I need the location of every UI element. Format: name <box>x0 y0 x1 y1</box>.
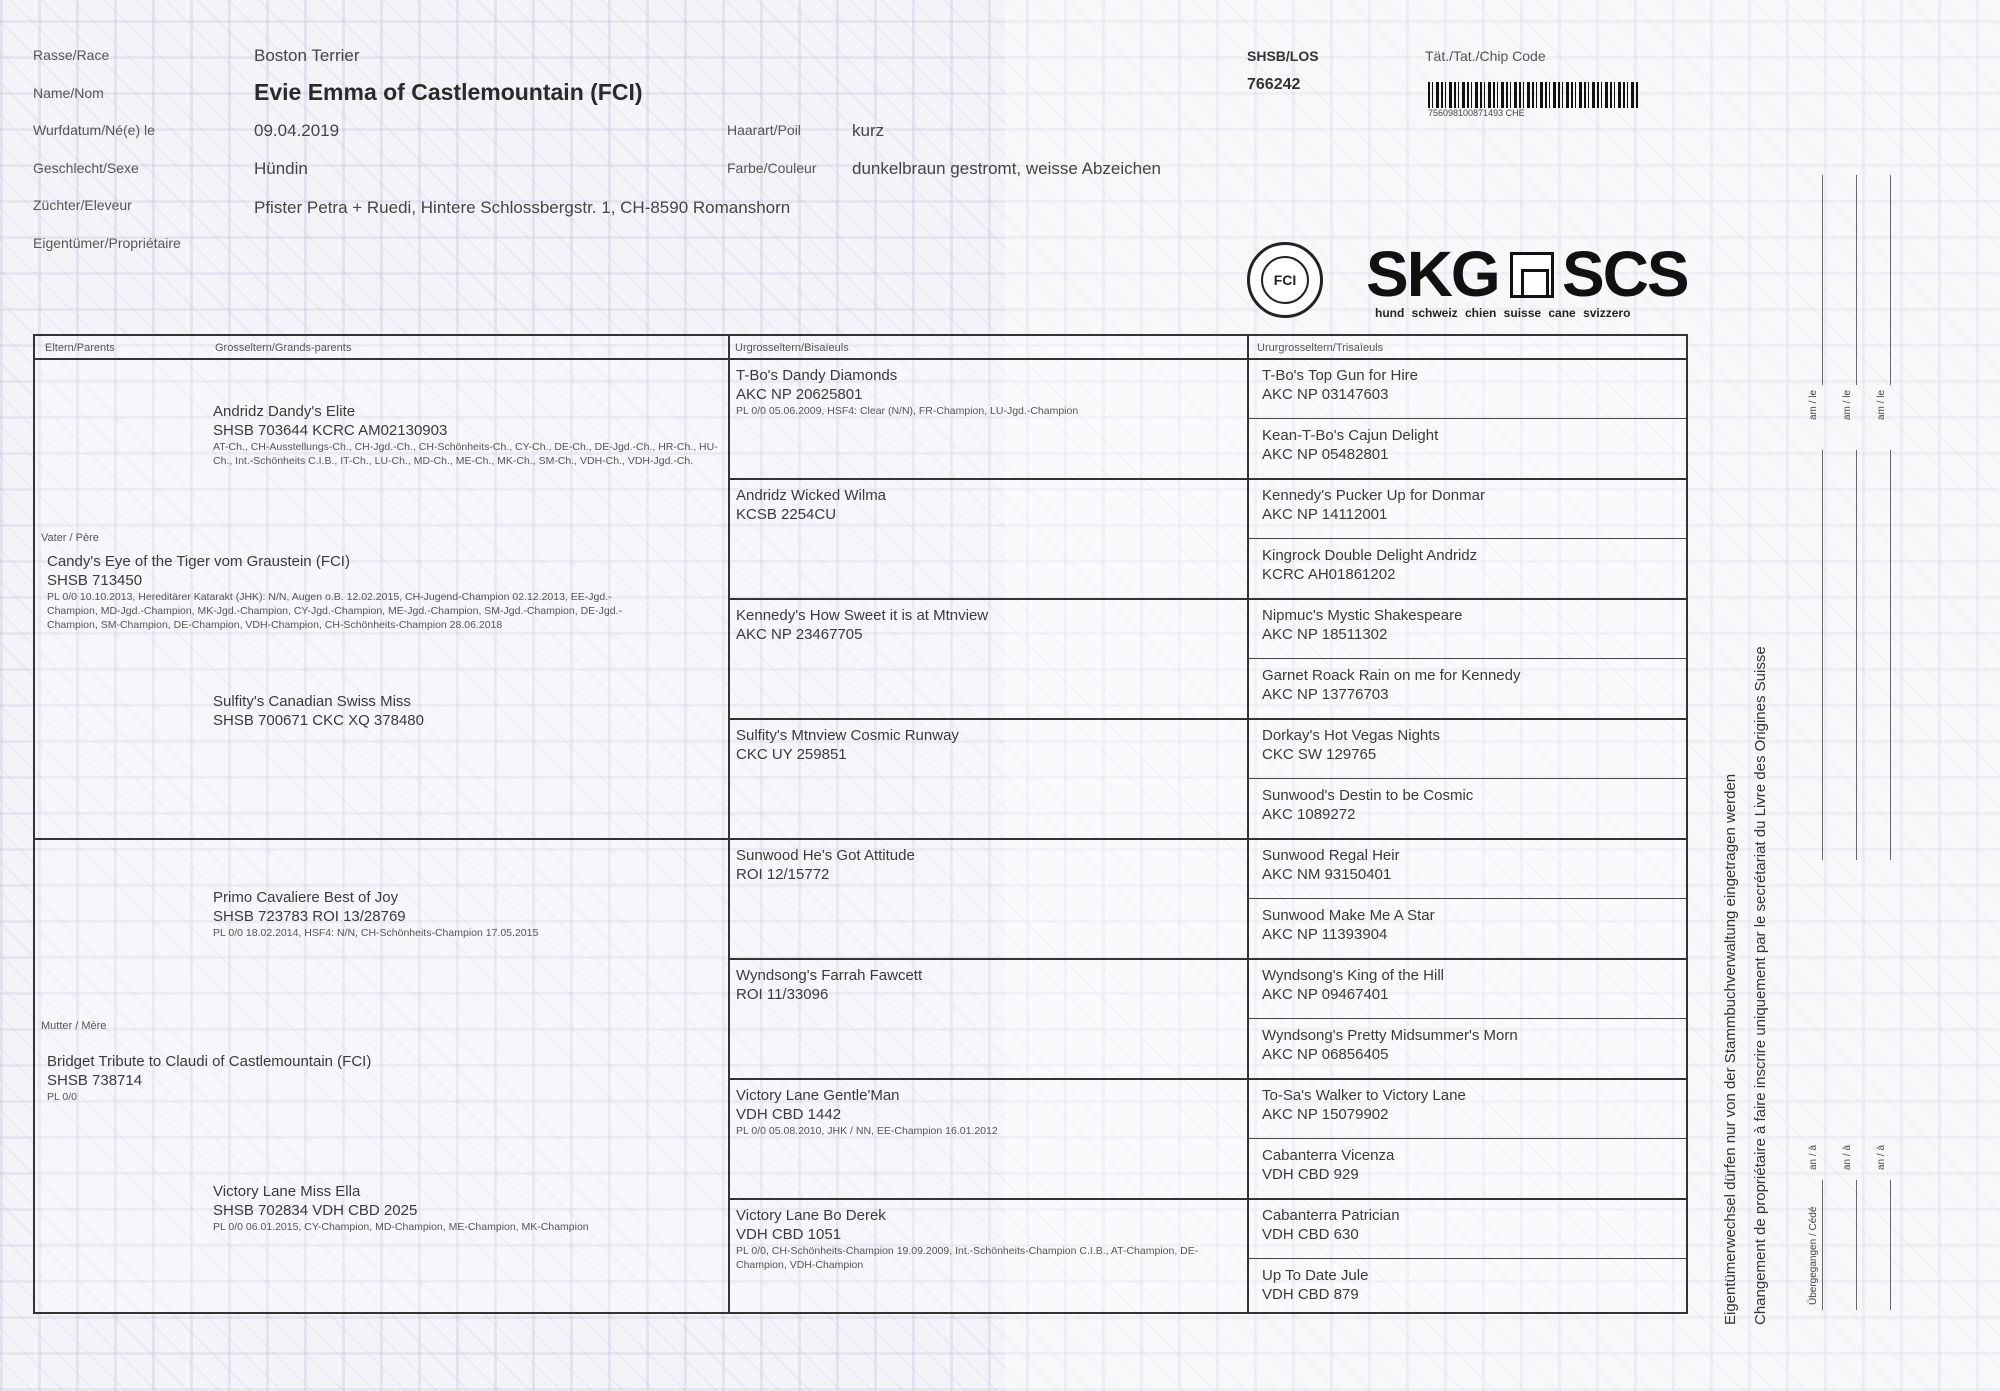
dog-registration: VDH CBD 929 <box>1262 1166 1359 1183</box>
dog-name: Garnet Roack Rain on me for Kennedy <box>1262 667 1521 684</box>
great-great-grandparent-11 <box>1262 966 1682 1004</box>
dog-registration: ROI 11/33096 <box>736 986 829 1003</box>
dog-name: Andridz Dandy's Elite <box>213 403 356 420</box>
birthdate-value: 09.04.2019 <box>254 121 340 140</box>
owner-line-9 <box>1890 1180 1891 1310</box>
dog-registration: AKC NP 20625801 <box>736 386 863 403</box>
fci-logo <box>1247 242 1323 318</box>
skg-house-icon <box>1510 252 1554 298</box>
dog-registration: AKC NP 18511302 <box>1262 626 1388 643</box>
grandparent-maternal-sire <box>213 888 723 940</box>
owner-line-2 <box>1856 175 1857 385</box>
birthdate-label: Wurfdatum/Né(e) le <box>33 122 155 138</box>
dog-name: Up To Date Jule <box>1262 1267 1369 1284</box>
dog-registration: SHSB 713450 <box>47 572 143 589</box>
hair-value: kurz <box>852 121 885 140</box>
owner-line-3 <box>1890 175 1891 385</box>
great-great-grandparent-5 <box>1262 606 1682 644</box>
dog-name: Kingrock Double Delight Andridz <box>1262 547 1478 564</box>
sex-value: Hündin <box>254 159 308 178</box>
owner-line-6 <box>1890 450 1891 860</box>
dog-name: Victory Lane Gentle'Man <box>736 1087 900 1104</box>
dog-name: Kennedy's How Sweet it is at Mtnview <box>736 607 989 624</box>
owner-line-1 <box>1822 175 1823 385</box>
great-great-grandparent-7 <box>1262 726 1682 764</box>
great-great-grandparent-8 <box>1262 786 1682 824</box>
gggp-divider-8 <box>1247 1258 1686 1259</box>
dog-name: Wyndsong's Farrah Fawcett <box>736 967 923 984</box>
dam-role-label: Mutter / Mère <box>41 1020 107 1032</box>
chip-number: 756098100871493 CHE <box>1428 108 1525 118</box>
dog-name: Sunwood Regal Heir <box>1262 847 1400 864</box>
column-divider-1 <box>728 336 730 1312</box>
chip-label: Tät./Tat./Chip Code <box>1425 48 1546 64</box>
great-great-grandparent-1 <box>1262 366 1682 404</box>
dog-registration: SHSB 738714 <box>47 1072 143 1089</box>
dog-registration: AKC 1089272 <box>1262 806 1356 823</box>
owner-change-note-fr: Changement de propriétaire à faire inscrire uniquement par le secrétariat du Livre des Origines Suisse <box>1752 646 1769 1325</box>
skg-subtitle: hund schweiz chien suisse cane svizzero <box>1375 306 1631 320</box>
ggp-divider-6 <box>728 1198 1686 1200</box>
chip-barcode <box>1428 82 1638 108</box>
dog-name: Andridz Wicked Wilma <box>736 487 887 504</box>
breed-label: Rasse/Race <box>33 47 110 63</box>
hair-label: Haarart/Poil <box>727 122 801 138</box>
dog-registration: AKC NP 03147603 <box>1262 386 1389 403</box>
to-label-1: an / à <box>1808 1144 1819 1170</box>
dog-registration: VDH CBD 1442 <box>736 1106 842 1123</box>
dog-registration: AKC NP 13776703 <box>1262 686 1389 703</box>
dog-registration: VDH CBD 879 <box>1262 1286 1359 1303</box>
column-divider-2 <box>1247 336 1249 1312</box>
owner-line-5 <box>1856 450 1857 860</box>
skg-logo-text: SKG <box>1366 238 1499 310</box>
dog-name: Victory Lane Bo Derek <box>736 1207 886 1224</box>
gggp-divider-3 <box>1247 658 1686 659</box>
great-great-grandparent-12 <box>1262 1026 1682 1064</box>
great-great-grandparent-3 <box>1262 486 1682 524</box>
date-label-1: am / le <box>1808 389 1819 420</box>
header-great-great-grandparents: Ururgrosseltern/Trisaïeuls <box>1257 342 1384 354</box>
dog-name: T-Bo's Top Gun for Hire <box>1262 367 1418 384</box>
gggp-divider-5 <box>1247 898 1686 899</box>
dog-name: Bridget Tribute to Claudi of Castlemountain (FCI) <box>47 1053 372 1070</box>
great-grandparent-6 <box>736 966 1241 1004</box>
dog-name: Sulfity's Canadian Swiss Miss <box>213 693 411 710</box>
dog-titles: PL 0/0 18.02.2014, HSF4: N/N, CH-Schönheits-Champion 17.05.2015 <box>213 927 539 939</box>
fci-logo-text: FCI <box>1261 256 1309 304</box>
great-grandparent-5 <box>736 846 1241 884</box>
header-parents: Eltern/Parents <box>45 342 115 354</box>
dog-titles: AT-Ch., CH-Ausstellungs-Ch., CH-Jgd.-Ch., CH-Schönheits-Ch., CY-Ch., DE-Ch., DE-Jgd.-Ch., HR-Ch., HU-Ch., Int.-Schönheits C.I.B., IT-Ch., LU-Ch., MD-Ch., ME-Ch., MK-Ch., SM-Ch., VDH-Ch., VDH-Jgd.-Ch. <box>213 441 718 467</box>
sire-role-label: Vater / Père <box>41 532 99 544</box>
dog-name: Sunwood Make Me A Star <box>1262 907 1435 924</box>
registry-label: SHSB/LOS <box>1247 48 1319 64</box>
breeder-value: Pfister Petra + Ruedi, Hintere Schlossbergstr. 1, CH-8590 Romanshorn <box>254 198 791 217</box>
dog-titles: PL 0/0 10.10.2013, Hereditärer Katarakt (JHK): N/N, Augen o.B. 12.02.2015, CH-Jugend-Champion 02.12.2013, EE-Jgd.-Champion, MD-Jgd.-Champion, MK-Jgd.-Champion, CY-Jgd.-Champion, ME-Jgd.-Champion, SM-Jgd.-Champion, DE-Jgd.-Champion, SM-Champion, DE-Champion, VDH-Champion, CH-Schönheits-Champion 28.06.2018 <box>47 591 622 631</box>
dog-registration: CKC UY 259851 <box>736 746 847 763</box>
grandparent-paternal-dam <box>213 692 723 730</box>
great-great-grandparent-2 <box>1262 426 1682 464</box>
dog-registration: AKC NP 09467401 <box>1262 986 1389 1003</box>
gggp-divider-2 <box>1247 538 1686 539</box>
great-great-grandparent-15 <box>1262 1206 1682 1244</box>
dog-titles: PL 0/0, CH-Schönheits-Champion 19.09.2009, Int.-Schönheits-Champion C.I.B., AT-Champion, DE-Champion, VDH-Champion <box>736 1245 1199 1271</box>
gggp-divider-4 <box>1247 778 1686 779</box>
dog-name: Wyndsong's Pretty Midsummer's Morn <box>1262 1027 1518 1044</box>
dog-registration: KCSB 2254CU <box>736 506 837 523</box>
dog-registration: KCRC AH01861202 <box>1262 566 1396 583</box>
owner-line-4 <box>1822 450 1823 860</box>
great-grandparent-4 <box>736 726 1241 764</box>
dog-registration: AKC NP 06856405 <box>1262 1046 1389 1063</box>
ggp-divider-1 <box>728 478 1686 480</box>
owner-line-8 <box>1856 1180 1857 1310</box>
dog-name: Primo Cavaliere Best of Joy <box>213 889 399 906</box>
scs-logo-text: SCS <box>1562 238 1688 310</box>
dog-titles: PL 0/0 <box>47 1091 77 1103</box>
dog-registration: AKC NM 93150401 <box>1262 866 1392 883</box>
ggp-divider-5 <box>728 1078 1686 1080</box>
name-label: Name/Nom <box>33 85 104 101</box>
dog-registration: AKC NP 05482801 <box>1262 446 1389 463</box>
dog-name: Nipmuc's Mystic Shakespeare <box>1262 607 1463 624</box>
gggp-divider-6 <box>1247 1018 1686 1019</box>
dog-name: Kean-T-Bo's Cajun Delight <box>1262 427 1439 444</box>
gggp-divider-7 <box>1247 1138 1686 1139</box>
dog-registration: AKC NP 23467705 <box>736 626 863 643</box>
dog-name: Cabanterra Patrician <box>1262 1207 1400 1224</box>
dog-titles: PL 0/0 05.06.2009, HSF4: Clear (N/N), FR-Champion, LU-Jgd.-Champion <box>736 405 1079 417</box>
dog-name: Evie Emma of Castlemountain (FCI) <box>254 79 643 105</box>
dog-name: Sunwood He's Got Attitude <box>736 847 915 864</box>
dog-titles: PL 0/0 05.08.2010, JHK / NN, EE-Champion 16.01.2012 <box>736 1125 998 1137</box>
dog-registration: VDH CBD 1051 <box>736 1226 842 1243</box>
dog-name: Sunwood's Destin to be Cosmic <box>1262 787 1474 804</box>
great-great-grandparent-4 <box>1262 546 1682 584</box>
great-great-grandparent-10 <box>1262 906 1682 944</box>
transfer-label: Übergegangen / Cédé <box>1808 1206 1819 1305</box>
dog-name: Victory Lane Miss Ella <box>213 1183 361 1200</box>
pedigree-table <box>33 334 1688 1314</box>
header-grandparents: Grosseltern/Grands-parents <box>215 342 352 354</box>
dog-name: Sulfity's Mtnview Cosmic Runway <box>736 727 959 744</box>
grandparent-paternal-sire <box>213 402 723 468</box>
dog-name: Candy's Eye of the Tiger vom Graustein (FCI) <box>47 553 350 570</box>
great-grandparent-8 <box>736 1206 1241 1272</box>
color-label: Farbe/Couleur <box>727 160 817 176</box>
ggp-divider-3 <box>728 718 1686 720</box>
ggp-divider-2 <box>728 598 1686 600</box>
dam <box>47 1052 647 1104</box>
dog-name: Cabanterra Vicenza <box>1262 1147 1395 1164</box>
dog-titles: PL 0/0 06.01.2015, CY-Champion, MD-Champion, ME-Champion, MK-Champion <box>213 1221 589 1233</box>
great-great-grandparent-6 <box>1262 666 1682 704</box>
owner-line-7 <box>1822 1180 1823 1310</box>
dog-name: Dorkay's Hot Vegas Nights <box>1262 727 1440 744</box>
dog-registration: AKC NP 14112001 <box>1262 506 1388 523</box>
great-great-grandparent-16 <box>1262 1266 1682 1304</box>
grandparent-maternal-dam <box>213 1182 723 1234</box>
dog-registration: SHSB 702834 VDH CBD 2025 <box>213 1202 418 1219</box>
date-label-2: am / le <box>1842 389 1853 420</box>
dog-registration: VDH CBD 630 <box>1262 1226 1359 1243</box>
color-value: dunkelbraun gestromt, weisse Abzeichen <box>852 159 1162 178</box>
owner-label: Eigentümer/Propriétaire <box>33 235 181 251</box>
breed-value: Boston Terrier <box>254 46 360 65</box>
sire <box>47 552 647 632</box>
header-divider <box>35 358 1686 360</box>
registry-number: 766242 <box>1247 76 1301 93</box>
dog-name: Wyndsong's King of the Hill <box>1262 967 1444 984</box>
to-label-2: an / à <box>1842 1144 1853 1170</box>
great-grandparent-2 <box>736 486 1241 524</box>
gggp-divider-1 <box>1247 418 1686 419</box>
dog-registration: SHSB 700671 CKC XQ 378480 <box>213 712 424 729</box>
great-grandparent-1 <box>736 366 1241 418</box>
breeder-label: Züchter/Eleveur <box>33 197 132 213</box>
great-grandparent-7 <box>736 1086 1241 1138</box>
dog-name: Kennedy's Pucker Up for Donmar <box>1262 487 1485 504</box>
header-great-grandparents: Urgrosseltern/Bisaïeuls <box>735 342 849 354</box>
to-label-3: an / à <box>1876 1144 1887 1170</box>
owner-change-note-de: Eigentümerwechsel dürfen nur von der Stammbuchverwaltung eingetragen werden <box>1722 773 1739 1325</box>
sex-label: Geschlecht/Sexe <box>33 160 139 176</box>
great-great-grandparent-13 <box>1262 1086 1682 1124</box>
dog-registration: CKC SW 129765 <box>1262 746 1377 763</box>
great-great-grandparent-9 <box>1262 846 1682 884</box>
dog-registration: ROI 12/15772 <box>736 866 830 883</box>
ggp-divider-4 <box>728 958 1686 960</box>
sire-dam-divider <box>35 838 1686 840</box>
great-grandparent-3 <box>736 606 1241 644</box>
dog-registration: AKC NP 11393904 <box>1262 926 1388 943</box>
dog-registration: SHSB 703644 KCRC AM02130903 <box>213 422 448 439</box>
dog-registration: SHSB 723783 ROI 13/28769 <box>213 908 406 925</box>
dog-name: T-Bo's Dandy Diamonds <box>736 367 898 384</box>
dog-name: To-Sa's Walker to Victory Lane <box>1262 1087 1466 1104</box>
dog-registration: AKC NP 15079902 <box>1262 1106 1389 1123</box>
great-great-grandparent-14 <box>1262 1146 1682 1184</box>
date-label-3: am / le <box>1876 389 1887 420</box>
